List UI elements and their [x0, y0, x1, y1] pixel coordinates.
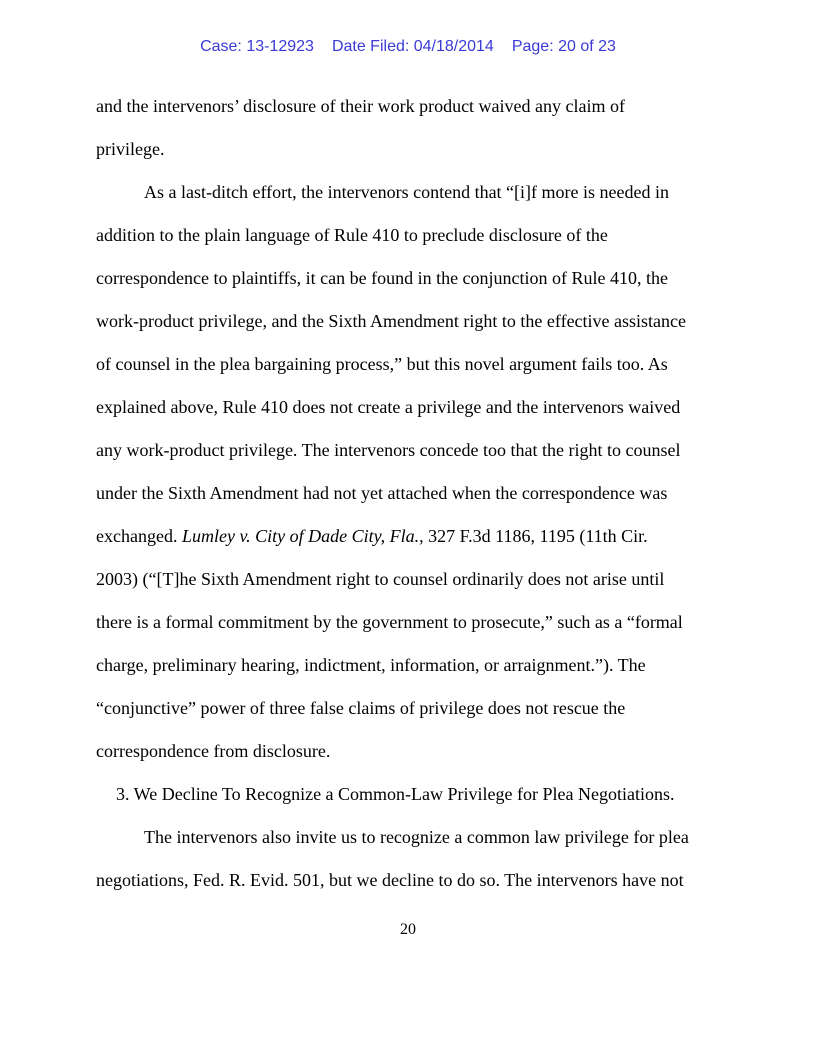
text-line: any work-product privilege. The intervenors concede too that the right to counsel [96, 440, 681, 460]
page-number: 20 [400, 921, 416, 938]
case-citation-name: Lumley v. City of Dade City, Fla. [181, 526, 420, 546]
text-line: explained above, Rule 410 does not create a privilege and the intervenors waived [96, 397, 681, 417]
text-line: work-product privilege, and the Sixth Amendment right to the effective assistance [96, 311, 687, 331]
text-line: correspondence from disclosure. [96, 741, 331, 761]
text-line: negotiations, Fed. R. Evid. 501, but we decline to do so. The intervenors have not [96, 870, 684, 890]
document-body [96, 85, 726, 902]
citation-line [96, 515, 726, 558]
date-filed: Date Filed: 04/18/2014 [331, 38, 494, 55]
text-line: As a last-ditch effort, the intervenors contend that “[i]f more is needed in [144, 182, 669, 202]
section-heading: 3. We Decline To Recognize a Common-Law Privilege for Plea Negotiations. [116, 784, 675, 804]
text-line: The intervenors also invite us to recognize a common law privilege for plea [144, 827, 689, 847]
case-number: Case: 13-12923 [200, 38, 314, 55]
paragraph-2 [96, 171, 726, 773]
text-line: addition to the plain language of Rule 410 to preclude disclosure of the [96, 225, 608, 245]
text-line: and the intervenors’ disclosure of their work product waived any claim of [96, 96, 625, 116]
text-line: under the Sixth Amendment had not yet attached when the correspondence was [96, 483, 668, 503]
text-line: charge, preliminary hearing, indictment, information, or arraignment.”). The [96, 655, 646, 675]
text-line: correspondence to plaintiffs, it can be found in the conjunction of Rule 410, the [96, 268, 669, 288]
text-line: of counsel in the plea bargaining process,” but this novel argument fails too. As [96, 354, 668, 374]
citation-post: , 327 F.3d 1186, 1195 (11th Cir. [419, 526, 648, 546]
text-line: privilege. [96, 139, 165, 159]
paragraph-3 [96, 816, 726, 902]
text-line: 2003) (“[T]he Sixth Amendment right to counsel ordinarily does not arise until [96, 569, 665, 589]
page-header [0, 37, 816, 57]
citation-pre: exchanged. [96, 526, 182, 546]
paragraph-1 [96, 85, 726, 171]
text-line: there is a formal commitment by the government to prosecute,” such as a “formal [96, 612, 683, 632]
text-line: “conjunctive” power of three false claims of privilege does not rescue the [96, 698, 626, 718]
page-indicator: Page: 20 of 23 [511, 38, 616, 55]
